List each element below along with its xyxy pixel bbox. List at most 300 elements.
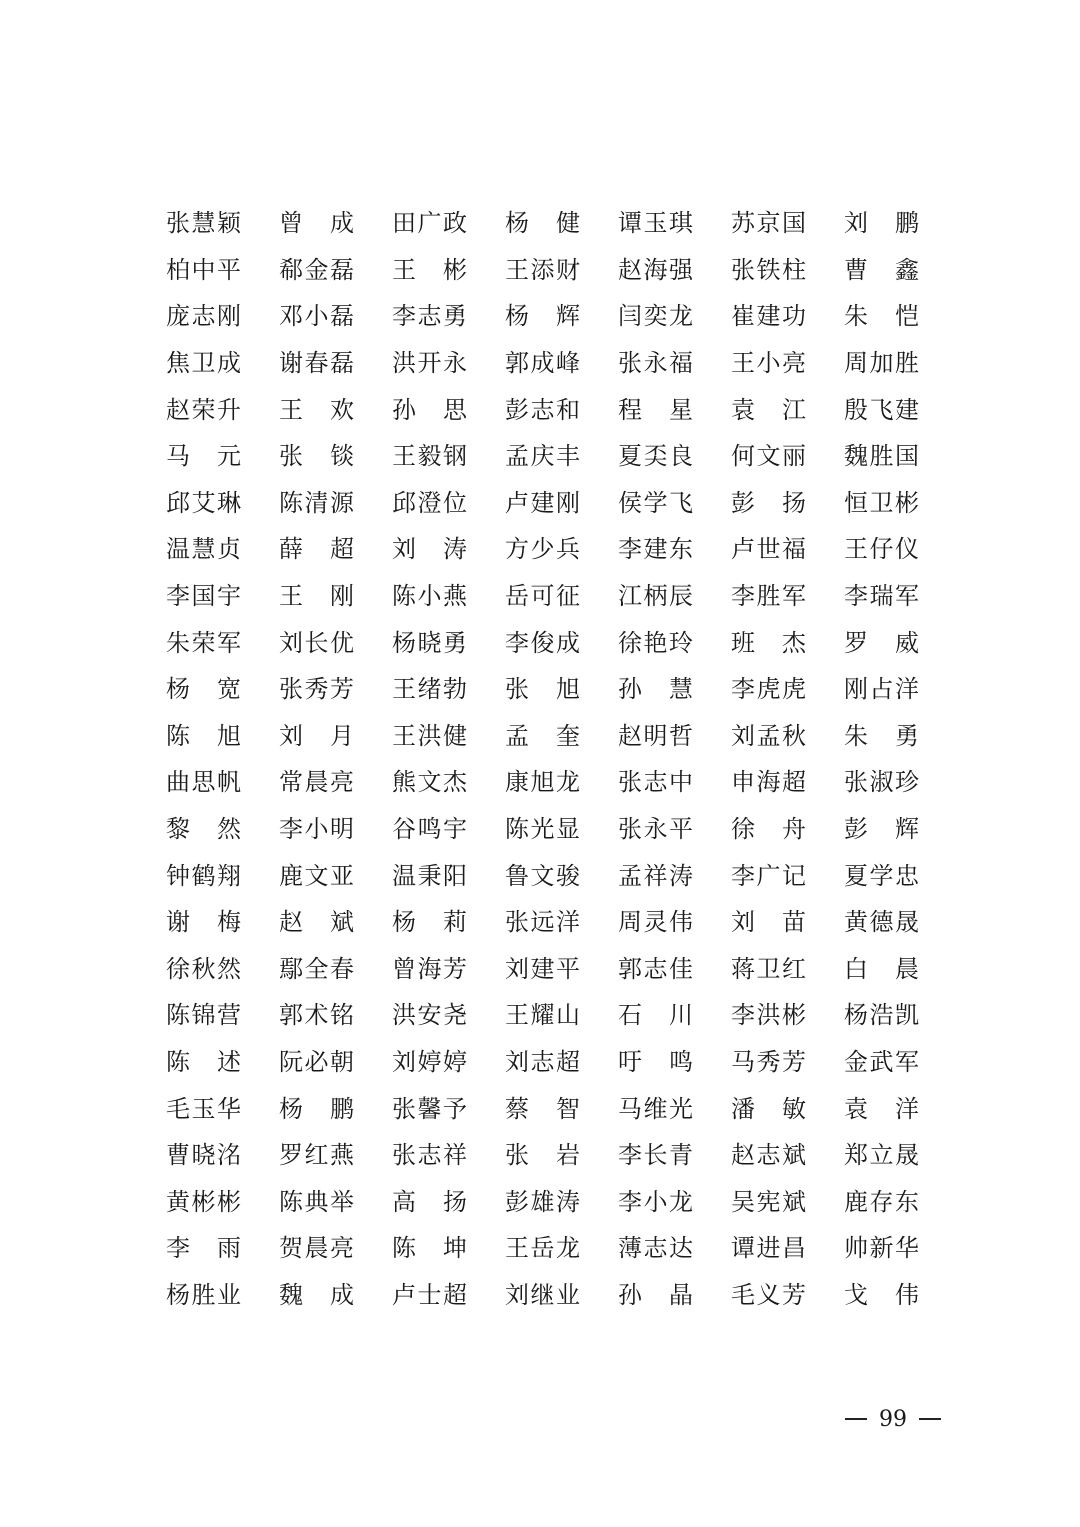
person-name: 袁 江 [731,395,807,424]
name-row [166,480,926,527]
page-number-dash-left [845,1418,867,1420]
name-cell [279,946,392,993]
name-cell [618,386,731,433]
name-cell [731,713,844,760]
name-cell [618,1272,731,1319]
person-name: 申海超 [731,768,807,797]
person-name: 郑立晟 [844,1141,920,1170]
person-name: 鄢全春 [279,954,355,983]
person-name: 杨浩凯 [844,1001,920,1030]
person-name: 金武军 [844,1047,920,1076]
name-cell [844,293,957,340]
name-cell [392,619,505,666]
name-cell [505,1085,618,1132]
person-name: 谢春磊 [279,349,355,378]
name-cell [166,713,279,760]
person-name: 闫奕龙 [618,302,694,331]
name-cell [279,992,392,1039]
name-cell [505,759,618,806]
person-name: 刘孟秋 [731,721,807,750]
name-cell [731,526,844,573]
name-cell [279,1178,392,1225]
person-name: 焦卫成 [166,349,242,378]
name-cell [166,433,279,480]
person-name: 陈典举 [279,1187,355,1216]
person-name: 杨 健 [505,209,581,238]
name-cell [618,713,731,760]
person-name: 张永平 [618,815,694,844]
person-name: 李建东 [618,535,694,564]
name-cell [844,852,957,899]
person-name: 吁 鸣 [618,1047,694,1076]
name-row [166,247,926,294]
person-name: 袁 洋 [844,1094,920,1123]
name-cell [166,992,279,1039]
person-name: 王添财 [505,255,581,284]
name-cell [392,946,505,993]
name-row [166,946,926,993]
person-name: 谭进昌 [731,1234,807,1263]
name-cell [505,526,618,573]
name-cell [618,433,731,480]
person-name: 赵海强 [618,255,694,284]
name-cell [844,526,957,573]
name-cell [392,293,505,340]
name-row [166,573,926,620]
person-name: 石 川 [618,1001,694,1030]
name-cell [618,1039,731,1086]
name-row [166,340,926,387]
person-name: 温秉阳 [392,861,468,890]
person-name: 黎 然 [166,815,242,844]
name-cell [731,666,844,713]
person-name: 王 彬 [392,255,468,284]
person-name: 杨晓勇 [392,628,468,657]
person-name: 邱澄位 [392,488,468,517]
name-cell [166,480,279,527]
person-name: 谷鸣宇 [392,815,468,844]
name-cell [505,666,618,713]
person-name: 夏奀良 [618,442,694,471]
person-name: 刘 鹏 [844,209,920,238]
person-name: 孟庆丰 [505,442,581,471]
person-name: 温慧贞 [166,535,242,564]
name-cell [844,666,957,713]
name-cell [279,852,392,899]
name-cell [731,1272,844,1319]
name-cell [279,1132,392,1179]
name-cell [505,852,618,899]
person-name: 曾 成 [279,209,355,238]
name-cell [618,293,731,340]
name-cell [618,946,731,993]
person-name: 李小龙 [618,1187,694,1216]
person-name: 常晨亮 [279,768,355,797]
name-cell [844,1272,957,1319]
person-name: 彭雄涛 [505,1187,581,1216]
person-name: 赵荣升 [166,395,242,424]
name-row [166,852,926,899]
name-cell [392,386,505,433]
name-cell [618,526,731,573]
person-name: 王岳龙 [505,1234,581,1263]
name-cell [844,992,957,1039]
person-name: 刘 涛 [392,535,468,564]
name-cell [618,247,731,294]
person-name: 李广记 [731,861,807,890]
person-name: 王小亮 [731,349,807,378]
person-name: 李 雨 [166,1234,242,1263]
name-cell [279,619,392,666]
name-cell [392,759,505,806]
name-cell [505,200,618,247]
person-name: 张铁柱 [731,255,807,284]
name-cell [731,1178,844,1225]
person-name: 王 欢 [279,395,355,424]
name-row [166,1178,926,1225]
person-name: 孙 慧 [618,675,694,704]
name-cell [505,806,618,853]
person-name: 薛 超 [279,535,355,564]
person-name: 邱艾琳 [166,488,242,517]
name-cell [618,852,731,899]
name-cell [279,386,392,433]
name-cell [844,340,957,387]
name-cell [844,899,957,946]
name-cell [618,1225,731,1272]
person-name: 鹿文亚 [279,861,355,890]
name-cell [166,1272,279,1319]
name-cell [505,713,618,760]
person-name: 何文丽 [731,442,807,471]
name-cell [844,1085,957,1132]
person-name: 张 旭 [505,675,581,704]
name-cell [844,480,957,527]
name-cell [166,1132,279,1179]
name-row [166,713,926,760]
person-name: 李国宇 [166,582,242,611]
person-name: 程 星 [618,395,694,424]
name-cell [392,480,505,527]
name-row [166,1132,926,1179]
person-name: 刚占洋 [844,675,920,704]
person-name: 杨 莉 [392,908,468,937]
person-name: 魏 成 [279,1280,355,1309]
person-name: 张远洋 [505,908,581,937]
person-name: 刘长优 [279,628,355,657]
person-name: 康旭龙 [505,768,581,797]
name-cell [844,1178,957,1225]
name-row [166,619,926,666]
name-cell [844,573,957,620]
name-cell [844,247,957,294]
name-cell [505,247,618,294]
person-name: 李洪彬 [731,1001,807,1030]
person-name: 朱荣军 [166,628,242,657]
name-cell [279,759,392,806]
person-name: 彭 辉 [844,815,920,844]
name-cell [392,340,505,387]
person-name: 曾海芳 [392,954,468,983]
name-cell [618,1132,731,1179]
person-name: 潘 敏 [731,1094,807,1123]
name-cell [731,200,844,247]
person-name: 周加胜 [844,349,920,378]
name-row [166,1225,926,1272]
person-name: 曹 鑫 [844,255,920,284]
name-cell [844,1039,957,1086]
name-cell [166,806,279,853]
name-cell [731,806,844,853]
person-name: 蔡 智 [505,1094,581,1123]
name-row [166,899,926,946]
person-name: 白 晨 [844,954,920,983]
person-name: 李瑞军 [844,582,920,611]
name-cell [844,433,957,480]
name-cell [731,386,844,433]
person-name: 熊文杰 [392,768,468,797]
person-name: 侯学飞 [618,488,694,517]
person-name: 谢 梅 [166,908,242,937]
person-name: 罗红燕 [279,1141,355,1170]
name-cell [279,806,392,853]
page-number: 99 [879,1406,907,1432]
person-name: 陈 旭 [166,721,242,750]
name-cell [505,1225,618,1272]
name-row [166,1272,926,1319]
name-cell [731,899,844,946]
person-name: 毛义芳 [731,1280,807,1309]
person-name: 江柄辰 [618,582,694,611]
person-name: 郗金磊 [279,255,355,284]
person-name: 钟鹤翔 [166,861,242,890]
person-name: 曲思帆 [166,768,242,797]
name-cell [392,526,505,573]
name-cell [166,1039,279,1086]
person-name: 薄志达 [618,1234,694,1263]
person-name: 毛玉华 [166,1094,242,1123]
name-cell [279,1085,392,1132]
name-cell [731,480,844,527]
name-cell [844,946,957,993]
name-cell [618,340,731,387]
name-cell [618,806,731,853]
name-cell [844,200,957,247]
name-cell [505,293,618,340]
name-cell [844,619,957,666]
person-name: 高 扬 [392,1187,468,1216]
person-name: 刘建平 [505,954,581,983]
name-cell [731,433,844,480]
name-cell [279,1225,392,1272]
name-cell [392,1039,505,1086]
person-name: 孟祥涛 [618,861,694,890]
person-name: 谭玉琪 [618,209,694,238]
name-cell [392,1178,505,1225]
name-cell [279,247,392,294]
name-cell [505,480,618,527]
name-cell [279,1039,392,1086]
person-name: 彭志和 [505,395,581,424]
person-name: 陈光显 [505,815,581,844]
person-name: 张慧颖 [166,209,242,238]
name-row [166,666,926,713]
person-name: 陈 述 [166,1047,242,1076]
person-name: 李长青 [618,1141,694,1170]
name-cell [392,899,505,946]
person-name: 恒卫彬 [844,488,920,517]
person-name: 朱 勇 [844,721,920,750]
name-cell [166,899,279,946]
person-name: 苏京国 [731,209,807,238]
name-cell [166,946,279,993]
person-name: 徐秋然 [166,954,242,983]
person-name: 杨 鹏 [279,1094,355,1123]
person-name: 曹晓洺 [166,1141,242,1170]
person-name: 鹿存东 [844,1187,920,1216]
person-name: 赵 斌 [279,908,355,937]
name-cell [279,340,392,387]
name-cell [618,666,731,713]
name-cell [166,293,279,340]
name-cell [392,1085,505,1132]
person-name: 李俊成 [505,628,581,657]
name-cell [731,293,844,340]
name-cell [844,759,957,806]
person-name: 刘 苗 [731,908,807,937]
person-name: 赵明哲 [618,721,694,750]
person-name: 杨 宽 [166,675,242,704]
name-cell [844,713,957,760]
name-row [166,806,926,853]
person-name: 班 杰 [731,628,807,657]
person-name: 黄德晟 [844,908,920,937]
name-cell [392,992,505,1039]
person-name: 张志祥 [392,1141,468,1170]
person-name: 郭术铭 [279,1001,355,1030]
person-name: 岳可征 [505,582,581,611]
name-cell [505,946,618,993]
name-cell [166,1225,279,1272]
person-name: 马 元 [166,442,242,471]
person-name: 郭志佳 [618,954,694,983]
name-cell [618,992,731,1039]
person-name: 阮必朝 [279,1047,355,1076]
name-cell [505,1132,618,1179]
name-row [166,1085,926,1132]
name-cell [505,433,618,480]
person-name: 杨胜业 [166,1280,242,1309]
person-name: 刘 月 [279,721,355,750]
person-name: 马秀芳 [731,1047,807,1076]
name-cell [166,573,279,620]
person-name: 孟 奎 [505,721,581,750]
name-cell [505,386,618,433]
name-cell [166,247,279,294]
name-cell [166,526,279,573]
person-name: 殷飞建 [844,395,920,424]
name-cell [731,340,844,387]
person-name: 张 岩 [505,1141,581,1170]
name-cell [618,480,731,527]
person-name: 黄彬彬 [166,1187,242,1216]
person-name: 张 锬 [279,442,355,471]
person-name: 崔建功 [731,302,807,331]
person-name: 柏中平 [166,255,242,284]
name-cell [279,200,392,247]
person-name: 刘婷婷 [392,1047,468,1076]
name-cell [392,852,505,899]
person-name: 王毅钢 [392,442,468,471]
person-name: 陈小燕 [392,582,468,611]
person-name: 孙 思 [392,395,468,424]
name-row [166,759,926,806]
name-cell [505,1039,618,1086]
name-cell [731,1225,844,1272]
name-cell [618,573,731,620]
person-name: 田广政 [392,209,468,238]
name-cell [392,1272,505,1319]
name-cell [505,573,618,620]
person-name: 杨 辉 [505,302,581,331]
person-name: 张志中 [618,768,694,797]
name-row [166,386,926,433]
person-name: 张馨予 [392,1094,468,1123]
name-cell [166,1178,279,1225]
person-name: 夏学忠 [844,861,920,890]
name-cell [392,433,505,480]
name-cell [505,619,618,666]
person-name: 蒋卫红 [731,954,807,983]
name-row [166,992,926,1039]
name-cell [166,1085,279,1132]
person-name: 罗 威 [844,628,920,657]
person-name: 戈 伟 [844,1280,920,1309]
person-name: 卢世福 [731,535,807,564]
person-name: 贺晨亮 [279,1234,355,1263]
person-name: 刘继业 [505,1280,581,1309]
person-name: 徐 舟 [731,815,807,844]
name-cell [392,1225,505,1272]
person-name: 张秀芳 [279,675,355,704]
name-cell [618,1085,731,1132]
name-cell [731,852,844,899]
person-name: 洪开永 [392,349,468,378]
person-name: 王 刚 [279,582,355,611]
person-name: 彭 扬 [731,488,807,517]
name-cell [844,386,957,433]
name-cell [505,899,618,946]
name-cell [618,899,731,946]
person-name: 周灵伟 [618,908,694,937]
person-name: 李志勇 [392,302,468,331]
name-cell [844,1225,957,1272]
person-name: 王洪健 [392,721,468,750]
name-cell [392,666,505,713]
person-name: 魏胜国 [844,442,920,471]
person-name: 张永福 [618,349,694,378]
name-cell [731,759,844,806]
name-cell [731,247,844,294]
name-cell [279,433,392,480]
person-name: 郭成峰 [505,349,581,378]
person-name: 吴宪斌 [731,1187,807,1216]
person-name: 帅新华 [844,1234,920,1263]
name-cell [279,293,392,340]
name-cell [279,480,392,527]
name-cell [166,666,279,713]
person-name: 王仔仪 [844,535,920,564]
